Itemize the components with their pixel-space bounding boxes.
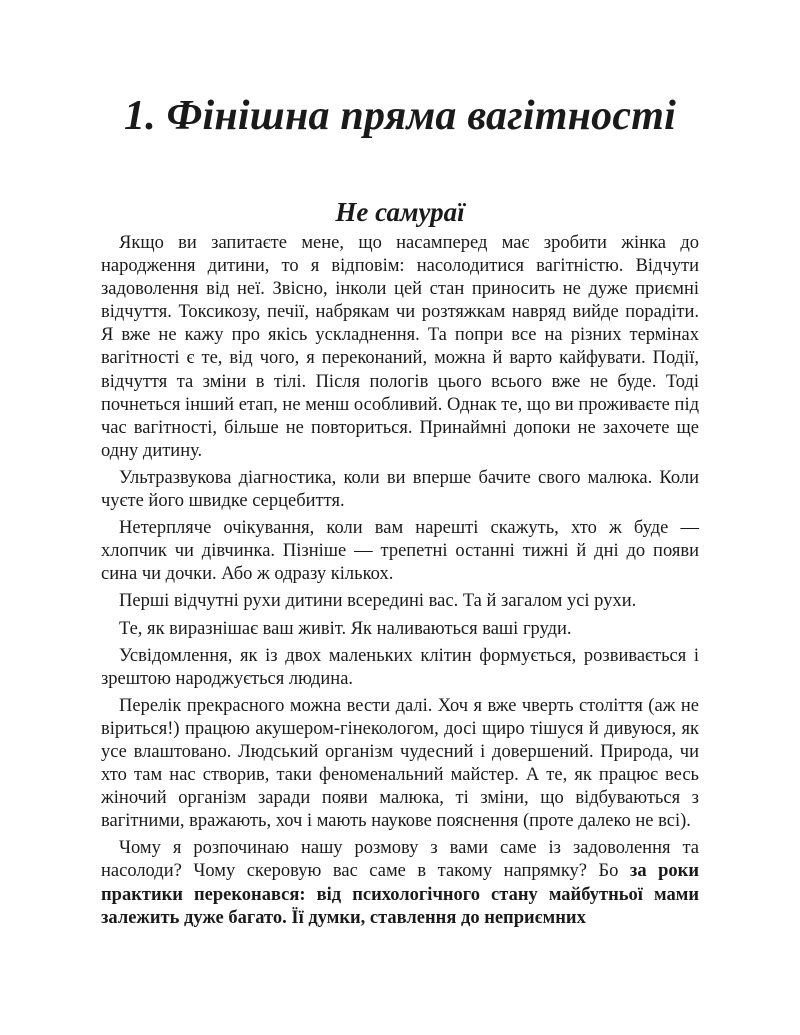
paragraph: Ультразвукова діагностика, коли ви вперше бачите свого малюка. Коли чуєте його швидке серцебиття. <box>101 467 699 512</box>
section-title: Не самураї <box>335 197 465 227</box>
paragraph-text: Чому я розпочинаю нашу розмову з вами саме із задоволення та насолоди? Чому скеровую вас саме в такому напрямку? Бо <box>101 838 699 882</box>
paragraph-last <box>101 837 699 929</box>
paragraph: Усвідомлення, як із двох маленьких клітин формується, розвивається і зрештою народжується людина. <box>101 645 699 689</box>
chapter-title: 1. Фінішна пряма вагітності <box>124 93 676 139</box>
paragraph: Якщо ви запитаєте мене, що насамперед має зробити жінка до народження дитини, то я відповім: насолодитися вагітністю. Відчути задоволення від неї. Звісно, інколи цей стан приносить не дуже приємні відчуття. Токсикозу, печії, набрякам чи розтяжкам навряд вийде порадіти. Я вже не кажу про якісь ускладнення. Та попри все на різних термінах вагітності є те, від чого, я переконаний, можна й варто кайфувати. Події, відчуття та зміни в тілі. Після пологів цього всього вже не буде. Тоді почнеться інший етап, не менш особливий. Однак те, що ви проживаєте під час вагітності, більше не повториться. Принаймні допоки не захочете ще одну дитину. <box>101 233 699 461</box>
emphasized-text: за роки практики переконався: від психологічного стану майбутньої мами залежить дуже багато. Її думки, ставлення до неприємних <box>101 861 699 928</box>
paragraph: Нетерпляче очікування, коли вам нарешті скажуть, хто ж буде — хлопчик чи дівчинка. Пізніше — трепетні останні тижні й дні до появи сина чи дочки. Або ж одразу кількох. <box>101 518 699 585</box>
paragraph: Те, як виразнішає ваш живіт. Як наливаються ваші груди. <box>119 618 572 639</box>
paragraph: Перелік прекрасного можна вести далі. Хоч я вже чверть століття (аж не віриться!) працюю акушером-гінекологом, досі щиро тішуся й дивуюся, як усе влаштовано. Людський організм чудесний і довершений. Природа, чи хто там нас створив, таки феноменальний майстер. А те, як працює весь жіночий організм заради появи малюка, ті зміни, що відбуваються з вагітними, вражають, хоч і мають наукове пояснення (проте далеко не всі). <box>101 695 699 832</box>
paragraph: Перші відчутні рухи дитини всередині вас. Та й загалом усі рухи. <box>119 591 637 612</box>
body-text <box>101 232 699 934</box>
